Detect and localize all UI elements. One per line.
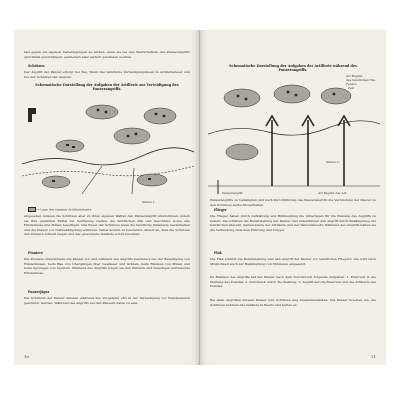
- fire-zone-d: [226, 144, 258, 160]
- fire-zone-4: [56, 140, 84, 152]
- fire-zone-3: [114, 128, 150, 144]
- fire-zone-2: [144, 108, 176, 124]
- left-para-1: fast gegen die eigenen Verteidigungen zu wirken, muss sie bei den Werfermitteln den Panzerangriffs gleichfalls geschützigen, gemiedert aller andern geleiteten werden.: [24, 50, 190, 59]
- diagram2-label-c: Zeit: [348, 86, 355, 90]
- diagram2-title: Schematische Darstellung der Aufgaben der Artillerie während des Panzerangriffs.: [229, 64, 357, 73]
- label-flieger: Flieger: [214, 208, 227, 212]
- diagram2-label-a: Art Beginn: [346, 74, 363, 78]
- legend-swatch: [28, 207, 36, 212]
- terrain-line-2: [208, 121, 380, 135]
- right-para-4: Im Rahmen des Angriffs hat der Panzer nach dem Durchbruch folgende Aufgaben: 1. Einbruch in die Stellung des Feindes, 2. Durchstoß durch die Stellung, 3. Angriff auf die Reserven und die Artillerie des Feindes.: [210, 275, 376, 288]
- right-page: [200, 30, 386, 365]
- diagram-2: [208, 74, 380, 198]
- left-para-4: Die Pioniere unterstützen die Panzer vor und während des Angriffs besonders bei der Beseitigung von Hindernissen, beim Bau von Übergängen über Gewässer und Gräben, beim Räumen von Minen und beim Sprengen von Sperren. Während des Angriffs folgen sie den Panzern und beseitigen auftretende Hindernisse.: [24, 257, 190, 275]
- page-number-left: 10: [24, 354, 30, 359]
- diagram2-bottom-left: Panzerangriff: [222, 191, 243, 195]
- diagram2-bottom-right: Art Beginn der Art.: [318, 191, 348, 195]
- right-para-3: Die Flak schützt die Bereitstellung und den Angriff der Panzer vor feindlichen Fliegern. Sie wird nach Möglichkeit auch zur Bekämpfung von Erdzielen eingesetzt.: [210, 257, 376, 266]
- diagram1-title: Schematische Darstellung der Aufgaben der Artillerie zur Verteidigung des Panzerangriffs.: [35, 83, 179, 92]
- fire-zone-c: [321, 88, 351, 104]
- fire-zone-a: [224, 89, 260, 107]
- diagram1-legend: [28, 207, 91, 212]
- fire-zone-5: [42, 176, 70, 188]
- diagram1-caption: Skizze 1.: [142, 200, 156, 204]
- label-panzerjaeger: Panzerjäger: [28, 290, 50, 294]
- terrain-line: [22, 148, 194, 165]
- left-para-2: Der Angriff der Panzer erfolgt bei Tag. Wenn das feindliche Verteidigungsfeuer in Artilleriefeuer und bei den Schützen der Angreif.: [24, 70, 190, 79]
- advance-arrows: [266, 116, 350, 186]
- fire-zone-b: [274, 85, 310, 103]
- front-line: [22, 166, 194, 176]
- right-para-2: Die Flieger haben durch Aufklärung und Bildmeldung die Unterlagen für die Planung des Angriffs zu liefern. Sie schützen die Bereitstellung der Panzer und unterstützen den Angriff durch Bekämpfung der feindlichen Abwehr, insbesondere der Artillerie und der Panzerabwehr. Während des Angriffs halten sie die Verbindung zwischen Führung und Truppe.: [210, 214, 376, 232]
- arrow-1: [82, 166, 102, 194]
- fire-zone-6: [137, 174, 167, 186]
- legend-text: = Lage des eigenen Artilleriefeuers: [36, 207, 92, 212]
- diagram2-caption: Skizze 2.: [326, 160, 340, 164]
- fire-zone-1: [86, 105, 118, 119]
- arrow-2: [132, 168, 134, 194]
- diagram2-label-b: des feindlichen Wa-Feuers: [346, 78, 376, 86]
- book-spread: [14, 30, 386, 365]
- right-para-1: Panzerangriffe zu bekämpfen und nach Durchführung des Panzerangriffs die Verbindung der Panzer zu den Schützen aufrechtzuerhalten.: [210, 198, 376, 207]
- diagram-1: [22, 94, 194, 204]
- label-pioniere: Pioniere: [28, 251, 43, 255]
- label-schuetzen: Schützen: [28, 64, 45, 68]
- page-number-right: 11: [370, 354, 376, 359]
- left-para-3: Abgesehen müssen die Schützen aber zu ihren eigenen Waffen den Panzerangriff unterstützen, indem sie ihre gesamten Mittel zur Verfügung stellen, die feindlichen Pak und Geschütze sowie alle Hindernisse und Minen beseitigen. Das Feuer der Schützen muss die feindliche Infanterie niederhalten und die Panzer vor Nahbekämpfung schützen. Dabei kommt es besonders darauf an, dass die Schützen den Panzern schnell folgen und das gewonnene Gelände sofort besetzen.: [24, 214, 190, 236]
- label-flak: Flak: [214, 251, 222, 255]
- left-para-5: Die Schützen der Panzer müssen während des Vorgehens und in der Verteidigung vor Feindpanzern geschützt werden. Während des Angriffs bei den Panzern dabei zu sein.: [24, 296, 190, 305]
- fortification-symbol: [28, 108, 36, 122]
- left-page: [14, 30, 200, 365]
- right-para-5: Bei allen Angriffen müssen Panzer und Schützen eng zusammenwirken. Die Panzer brechen ein, die Schützen nehmen das Gelände in Besitz und halten es.: [210, 298, 376, 307]
